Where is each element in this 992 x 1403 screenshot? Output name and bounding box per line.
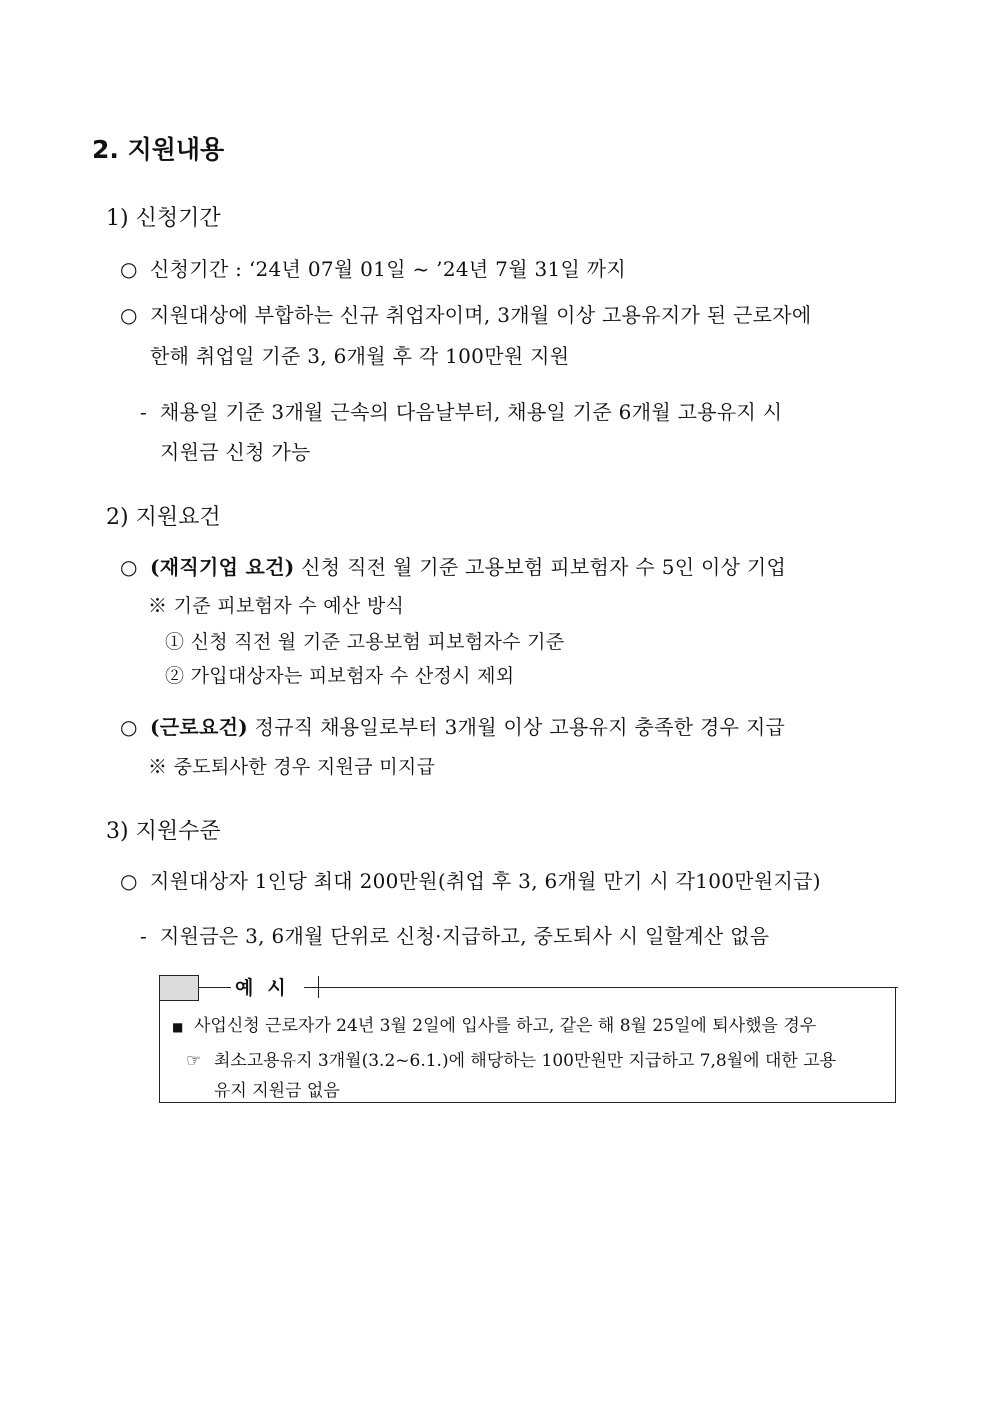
note: ※ 중도퇴사한 경우 지원금 미지급 xyxy=(148,756,436,778)
dash-bullet: - xyxy=(140,400,148,424)
example-label: 예시 xyxy=(231,973,304,1000)
note-item: ① 신청 직전 월 기준 고용보험 피보험자수 기준 xyxy=(165,631,565,653)
list-item-text: 신청기간 : ‘24년 07월 01일 ~ ’24년 7월 31일 까지 xyxy=(150,257,627,281)
subsection-title-application-period: 1) 신청기간 xyxy=(106,206,221,231)
list-item xyxy=(120,253,626,282)
list-item-text: 지원대상자 1인당 최대 200만원(취업 후 3, 6개월 만기 시 각100만원지급) xyxy=(150,869,821,893)
subsection-title-requirements: 2) 지원요건 xyxy=(106,505,221,530)
example-divider xyxy=(318,987,898,988)
list-item xyxy=(120,865,821,894)
circle-bullet: ○ xyxy=(120,869,138,893)
pointing-hand-icon: ☞ xyxy=(186,1051,202,1071)
example-continuation: 유지 지원금 없음 xyxy=(214,1081,340,1101)
subsection-title-support-level: 3) 지원수준 xyxy=(106,819,221,844)
square-bullet: ■ xyxy=(172,1020,184,1034)
list-item-text: 정규직 채용일로부터 3개월 이상 고용유지 충족한 경우 지급 xyxy=(248,715,786,739)
dash-item-text: 채용일 기준 3개월 근속의 다음날부터, 채용일 기준 6개월 고용유지 시 xyxy=(160,400,783,424)
dash-bullet: - xyxy=(140,924,148,948)
list-item-text: 신청 직전 월 기준 고용보험 피보험자 수 5인 이상 기업 xyxy=(294,555,787,579)
section-title: 2. 지원내용 xyxy=(92,135,225,164)
list-item xyxy=(120,711,785,740)
dash-item-text: 지원금은 3, 6개월 단위로 신청·지급하고, 중도퇴사 시 일할계산 없음 xyxy=(160,924,770,948)
note-item: ② 가입대상자는 피보험자 수 산정시 제외 xyxy=(165,665,515,687)
dash-item xyxy=(140,396,782,425)
example-line xyxy=(172,1011,816,1036)
circle-bullet: ○ xyxy=(120,555,138,579)
dash-item-continuation: 지원금 신청 가능 xyxy=(160,440,311,464)
circle-bullet: ○ xyxy=(120,715,138,739)
example-tab-marker xyxy=(159,975,199,1001)
example-text: 사업신청 근로자가 24년 3월 2일에 입사를 하고, 같은 해 8월 25일에 퇴사했을 경우 xyxy=(194,1016,817,1036)
example-divider xyxy=(318,976,319,998)
bold-label: (재직기업 요건) xyxy=(150,555,295,579)
list-item xyxy=(120,551,786,580)
bold-label: (근로요건) xyxy=(150,715,249,739)
example-text: 최소고용유지 3개월(3.2~6.1.)에 해당하는 100만원만 지급하고 7,8월에 대한 고용 xyxy=(214,1051,837,1071)
note: ※ 기준 피보험자 수 예산 방식 xyxy=(148,595,405,617)
dash-item xyxy=(140,920,769,949)
list-item-text: 지원대상에 부합하는 신규 취업자이며, 3개월 이상 고용유지가 된 근로자에 xyxy=(150,303,812,327)
circle-bullet: ○ xyxy=(120,303,138,327)
circle-bullet: ○ xyxy=(120,257,138,281)
example-line xyxy=(186,1046,836,1071)
list-item-continuation: 한해 취업일 기준 3, 6개월 후 각 100만원 지원 xyxy=(150,344,570,368)
list-item xyxy=(120,299,812,328)
